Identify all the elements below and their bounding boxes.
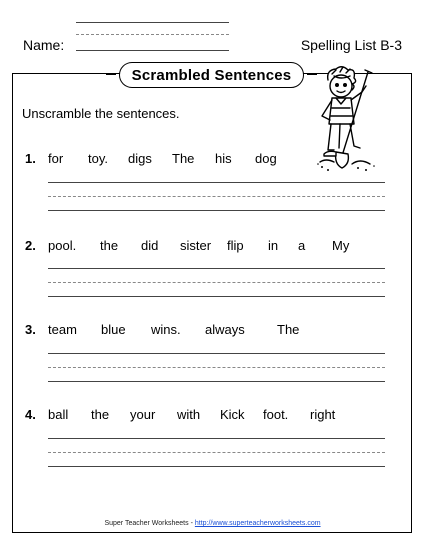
scrambled-word: wins. — [151, 322, 181, 337]
answer-line[interactable] — [48, 438, 385, 439]
answer-line[interactable] — [48, 353, 385, 354]
scrambled-word: foot. — [263, 407, 289, 422]
scrambled-word: a — [298, 238, 306, 253]
scrambled-word: blue — [101, 322, 126, 337]
scrambled-word: with — [177, 407, 201, 422]
scrambled-word: sister — [180, 238, 212, 253]
footer — [0, 520, 425, 527]
answer-baseline[interactable] — [48, 296, 385, 297]
answer-midline — [48, 196, 385, 197]
scrambled-word: pool. — [48, 238, 77, 253]
answer-line[interactable] — [48, 182, 385, 183]
answer-midline — [48, 367, 385, 368]
question-4 — [25, 407, 385, 427]
instructions-text: Unscramble the sentences. — [22, 106, 180, 121]
scrambled-word: did — [141, 238, 159, 253]
scrambled-word: right — [310, 407, 336, 422]
scrambled-word: The — [277, 322, 300, 337]
scrambled-word: ball — [48, 407, 69, 422]
worksheet-title — [119, 62, 304, 88]
name-write-line[interactable] — [76, 50, 229, 51]
scrambled-word: your — [130, 407, 156, 422]
footer-separator: - — [188, 520, 195, 527]
scrambled-word: team — [48, 322, 77, 337]
scrambled-word: toy. — [88, 151, 108, 166]
answer-midline — [48, 452, 385, 453]
scrambled-word: in — [268, 238, 279, 253]
name-label: Name: — [23, 37, 65, 53]
scrambled-word: always — [205, 322, 245, 337]
footer-url-link[interactable]: http://www.superteacherworksheets.com — [194, 520, 321, 527]
answer-midline — [48, 282, 385, 283]
scrambled-word: digs — [128, 151, 152, 166]
question-2 — [25, 238, 385, 258]
question-number: 1. — [25, 151, 36, 166]
scrambled-word: the — [91, 407, 110, 422]
question-number: 4. — [25, 407, 36, 422]
question-number: 2. — [25, 238, 36, 253]
scrambled-word: The — [172, 151, 195, 166]
scrambled-word: My — [332, 238, 350, 253]
answer-line[interactable] — [48, 268, 385, 269]
scrambled-word: the — [100, 238, 119, 253]
worksheet-title-text: Scrambled Sentences — [131, 66, 292, 84]
answer-baseline[interactable] — [48, 466, 385, 467]
question-3 — [25, 322, 385, 342]
scrambled-word: flip — [227, 238, 244, 253]
spelling-list-label: Spelling List B-3 — [300, 37, 402, 53]
scrambled-word: dog — [255, 151, 277, 166]
scrambled-word: Kick — [220, 407, 245, 422]
top-dashed-line — [76, 34, 229, 35]
footer-brand: Super Teacher Worksheets — [104, 520, 189, 527]
answer-baseline[interactable] — [48, 381, 385, 382]
question-1 — [25, 151, 385, 171]
question-number: 3. — [25, 322, 36, 337]
answer-baseline[interactable] — [48, 210, 385, 211]
scrambled-word: for — [48, 151, 64, 166]
scrambled-word: his — [215, 151, 232, 166]
top-blank-line — [76, 22, 229, 23]
